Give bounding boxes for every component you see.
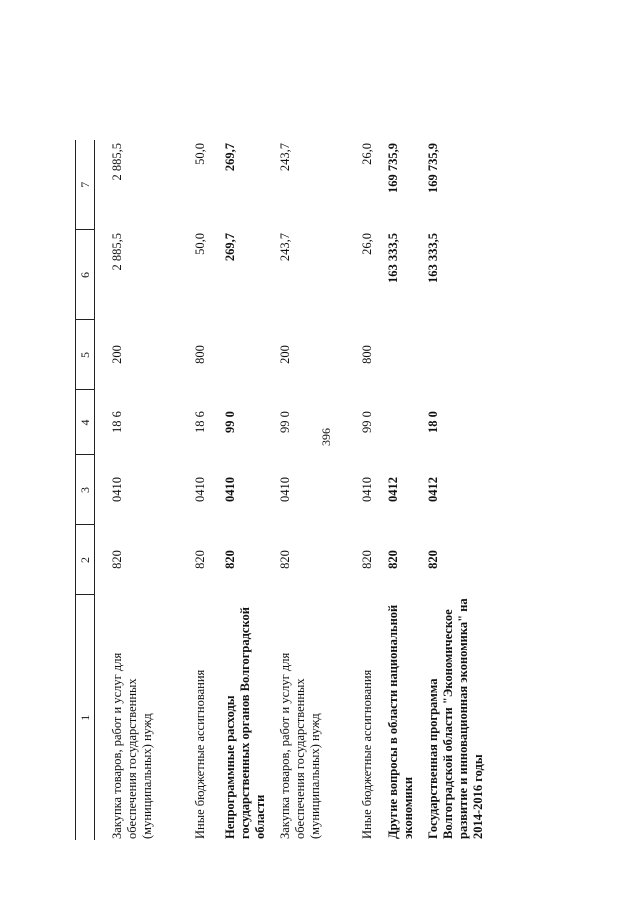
row-name: Иные бюджетные ассигнования (360, 669, 374, 839)
cell-ministry-code: 820 (386, 550, 400, 569)
cell-amount-year1: 50,0 (193, 233, 207, 255)
cell-ministry-code: 820 (223, 550, 237, 569)
row-name: Другие вопросы в области национальной экономики (386, 604, 415, 839)
cell-amount-year1: 163 333,5 (426, 233, 440, 283)
cell-target-code: 99 0 (360, 411, 374, 433)
cell-amount-year2: 269,7 (223, 143, 237, 172)
cell-target-code: 99 0 (223, 411, 237, 433)
cell-amount-year2: 2 885,5 (110, 143, 124, 181)
cell-amount-year2: 50,0 (193, 143, 207, 165)
cell-target-code: 99 0 (278, 411, 292, 433)
table-row (95, 140, 194, 840)
cell-ministry-code: 820 (426, 550, 440, 569)
header-cell: 5 (76, 320, 95, 390)
cell-expense-type (223, 320, 278, 390)
header-cell: 6 (76, 230, 95, 320)
cell-expense-type: 200 (278, 345, 292, 364)
cell-amount-year1: 26,0 (360, 233, 374, 255)
cell-target-code: 18 0 (426, 411, 440, 433)
table-row (426, 140, 506, 840)
budget-table (75, 140, 506, 840)
cell-target-code: 18 6 (193, 411, 207, 433)
header-cell: 2 (76, 525, 95, 595)
cell-amount-year2: 169 735,9 (426, 143, 440, 193)
table-row (360, 140, 386, 840)
cell-section-code: 0410 (360, 477, 374, 502)
header-cell: 3 (76, 455, 95, 525)
cell-section-code: 0410 (110, 477, 124, 502)
row-name: Иные бюджетные ассигнования (193, 669, 207, 839)
cell-section-code: 0410 (278, 477, 292, 502)
table-row (223, 140, 278, 840)
cell-expense-type (426, 320, 506, 390)
header-cell: 7 (76, 140, 95, 230)
cell-ministry-code: 820 (278, 550, 292, 569)
cell-amount-year2: 26,0 (360, 143, 374, 165)
cell-section-code: 0412 (426, 477, 440, 502)
header-row (76, 140, 95, 840)
table-row (386, 140, 426, 840)
cell-amount-year1: 243,7 (278, 233, 292, 262)
table-row (193, 140, 223, 840)
cell-expense-type: 800 (193, 345, 207, 364)
header-cell: 1 (76, 595, 95, 840)
cell-expense-type (386, 320, 426, 390)
cell-expense-type: 800 (360, 345, 374, 364)
cell-ministry-code: 820 (110, 550, 124, 569)
cell-section-code: 0412 (386, 477, 400, 502)
cell-amount-year1: 163 333,5 (386, 233, 400, 283)
cell-amount-year2: 169 735,9 (386, 143, 400, 193)
cell-ministry-code: 820 (193, 550, 207, 569)
row-name: Закупка товаров, работ и услуг для обеспечения государственных (муниципальных) нужд (278, 652, 322, 839)
row-name: Закупка товаров, работ и услуг для обеспечения государственных (муниципальных) нужд (110, 652, 154, 839)
cell-ministry-code: 820 (360, 550, 374, 569)
cell-amount-year1: 269,7 (223, 233, 237, 262)
cell-target-code (386, 390, 426, 455)
row-name: Непрограммные расходы государственных органов Волгоградской области (223, 607, 267, 839)
header-cell: 4 (76, 390, 95, 455)
page-number: 396 (319, 428, 333, 446)
row-name: Государственная программа Волгоградской области "Экономическое развитие и инновационная экономика" на 2014-2016 годы (426, 598, 485, 839)
cell-amount-year2: 243,7 (278, 143, 292, 172)
cell-amount-year1: 2 885,5 (110, 233, 124, 271)
cell-expense-type: 200 (110, 345, 124, 364)
cell-target-code: 18 6 (110, 411, 124, 433)
cell-section-code: 0410 (193, 477, 207, 502)
table-row (278, 140, 360, 840)
rotated-table-block (75, 140, 495, 840)
cell-section-code: 0410 (223, 477, 237, 502)
